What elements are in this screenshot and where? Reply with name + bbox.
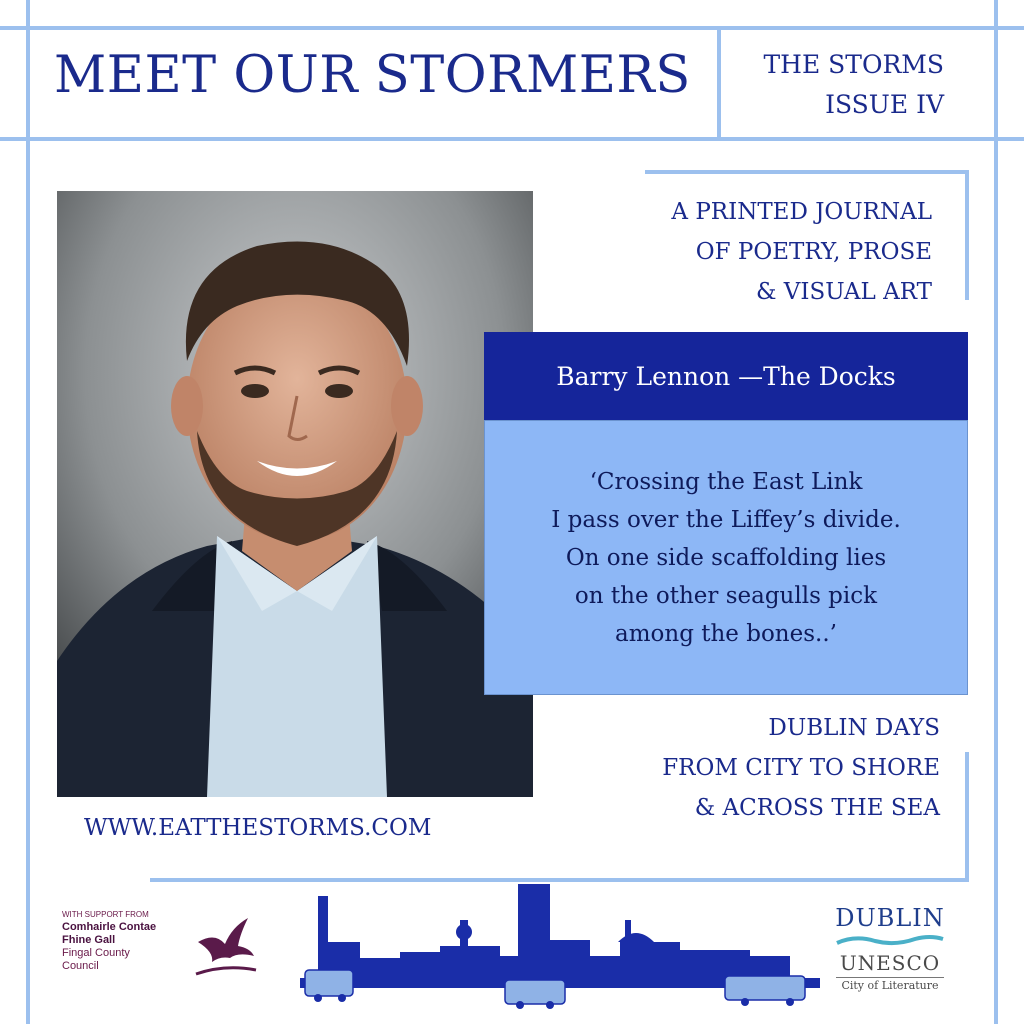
support-council-english-1: Fingal County [62, 947, 130, 959]
contributor-photo [57, 191, 533, 797]
tagline-top-line2: OF POETRY, PROSE [695, 239, 932, 265]
tagline-bottom-line3: & ACROSS THE SEA [694, 795, 940, 821]
dublin-logo-word: DUBLIN [835, 904, 945, 932]
quote-line: among the bones..’ [615, 620, 837, 647]
dublin-unesco-logo [830, 904, 950, 992]
support-heading: WITH SUPPORT FROM [62, 910, 149, 919]
frame-line-header-bottom [0, 137, 1024, 141]
support-council-irish-1: Comhairle Contae [62, 921, 157, 933]
city-of-literature-word: City of Literature [836, 977, 944, 992]
support-credit [62, 908, 156, 973]
tagline-bottom-line2: FROM CITY TO SHORE [662, 755, 940, 781]
quote-line: ‘Crossing the East Link [589, 468, 863, 495]
issue-label-line2: ISSUE IV [825, 90, 944, 119]
tagline-top-line3: & VISUAL ART [756, 279, 932, 305]
issue-label-line1: THE STORMS [763, 50, 944, 79]
frame-line-right [994, 0, 998, 1024]
bracket-top-vertical [965, 170, 969, 300]
bracket-bottom-vertical [965, 752, 969, 882]
website-link[interactable]: WWW.EATTHESTORMS.COM [84, 815, 432, 841]
wave-icon [835, 933, 945, 947]
quote-line: I pass over the Liffey’s divide. [551, 506, 901, 533]
frame-line-left [26, 0, 30, 1024]
tagline-top-line1: A PRINTED JOURNAL [671, 199, 932, 225]
quote-line: on the other seagulls pick [574, 582, 878, 609]
bracket-top-horizontal [645, 170, 969, 174]
unesco-logo-word: UNESCO [839, 951, 941, 975]
page-title: MEET OUR STORMERS [54, 46, 691, 105]
contributor-name-box [484, 332, 968, 420]
dublin-skyline-illustration [300, 880, 820, 1010]
frame-line-header-divider [717, 26, 721, 141]
tagline-bottom-line1: DUBLIN DAYS [768, 715, 940, 741]
fingal-bird-logo [190, 912, 260, 982]
quote-line: On one side scaffolding lies [565, 544, 887, 571]
support-council-irish-2: Fhine Gall [62, 934, 116, 946]
quote-box [484, 420, 968, 695]
contributor-name: Barry Lennon —The Docks [556, 361, 896, 391]
support-council-english-2: Council [62, 960, 99, 972]
frame-line-top [0, 26, 1024, 30]
